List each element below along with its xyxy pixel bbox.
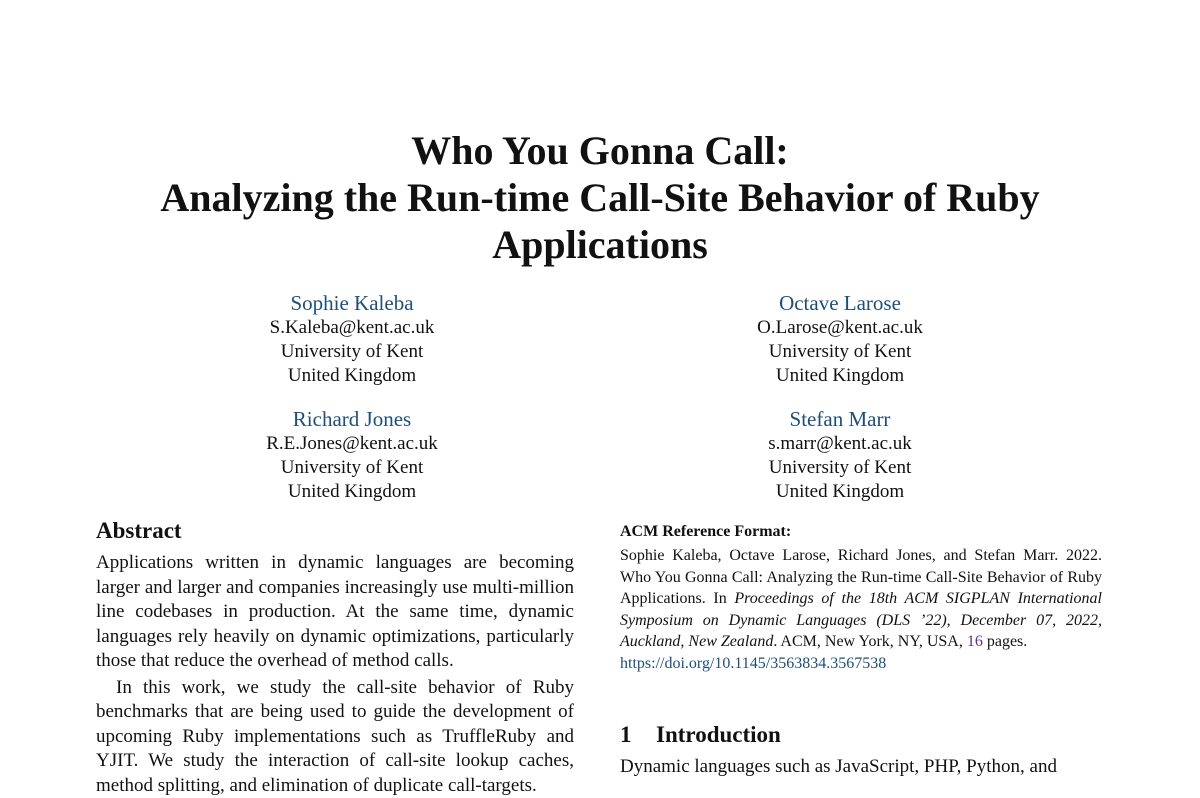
author-affiliation: University of Kent (182, 340, 522, 364)
author-email: O.Larose@kent.ac.uk (670, 316, 1010, 340)
introduction-text: Dynamic languages such as JavaScript, PHP, Python, and (620, 755, 1102, 779)
author-block-jones (182, 406, 522, 504)
author-name[interactable]: Richard Jones (182, 406, 522, 432)
section-title: Introduction (656, 722, 781, 747)
author-affiliation: University of Kent (182, 456, 522, 480)
citation-pages-link[interactable]: 16 (967, 633, 983, 650)
title-line-3: Applications (492, 222, 708, 267)
author-name[interactable]: Stefan Marr (670, 406, 1010, 432)
author-block-marr (670, 406, 1010, 504)
acm-reference-section (620, 522, 1102, 674)
title-line-2: Analyzing the Run-time Call-Site Behavior of Ruby (160, 175, 1039, 220)
abstract-paragraph-1: Applications written in dynamic languages are becoming larger and larger and companies increasingly use multi-million line codebases in production. At the same time, dynamic languages rely heavily on dynamic optimizations, particularly those that reduce the overhead of method calls. (96, 551, 574, 674)
author-name[interactable]: Octave Larose (670, 290, 1010, 316)
author-email: R.E.Jones@kent.ac.uk (182, 432, 522, 456)
citation-publisher: . ACM, New York, NY, USA, (773, 633, 967, 650)
acm-reference-heading: ACM Reference Format: (620, 522, 1102, 542)
author-country: United Kingdom (670, 480, 1010, 504)
author-email: s.marr@kent.ac.uk (670, 432, 1010, 456)
author-name[interactable]: Sophie Kaleba (182, 290, 522, 316)
paper-title (0, 127, 1200, 268)
citation-proceedings: Proceedings of the 18th ACM SIGPLAN International Symposium on Dynamic Languages (DLS ’22), December 07, 2022, Auckland, New Zealand (620, 590, 1102, 650)
author-country: United Kingdom (670, 364, 1010, 388)
author-country: United Kingdom (182, 480, 522, 504)
author-affiliation: University of Kent (670, 340, 1010, 364)
author-country: United Kingdom (182, 364, 522, 388)
author-block-kaleba (182, 290, 522, 388)
citation-pages-suffix: pages. (983, 633, 1027, 650)
abstract-section (96, 517, 574, 798)
section-number: 1 (620, 721, 656, 749)
author-email: S.Kaleba@kent.ac.uk (182, 316, 522, 340)
author-affiliation: University of Kent (670, 456, 1010, 480)
citation-authors-title: Sophie Kaleba, Octave Larose, Richard Jones, and Stefan Marr. 2022. Who You Gonna Call: Analyzing the Run-time Call-Site Behavior of Ruby Applications. In (620, 547, 1102, 607)
abstract-heading: Abstract (96, 517, 574, 545)
doi-link[interactable]: https://doi.org/10.1145/3563834.3567538 (620, 655, 886, 672)
title-line-1: Who You Gonna Call: (411, 128, 789, 173)
author-block-larose (670, 290, 1010, 388)
acm-citation (620, 545, 1102, 674)
abstract-paragraph-2: In this work, we study the call-site behavior of Ruby benchmarks that are being used to guide the development of upcoming Ruby implementations such as TruffleRuby and YJIT. We study the interaction of call-site lookup caches, method splitting, and elimination of duplicate call-targets. (96, 676, 574, 798)
introduction-heading (620, 721, 781, 749)
